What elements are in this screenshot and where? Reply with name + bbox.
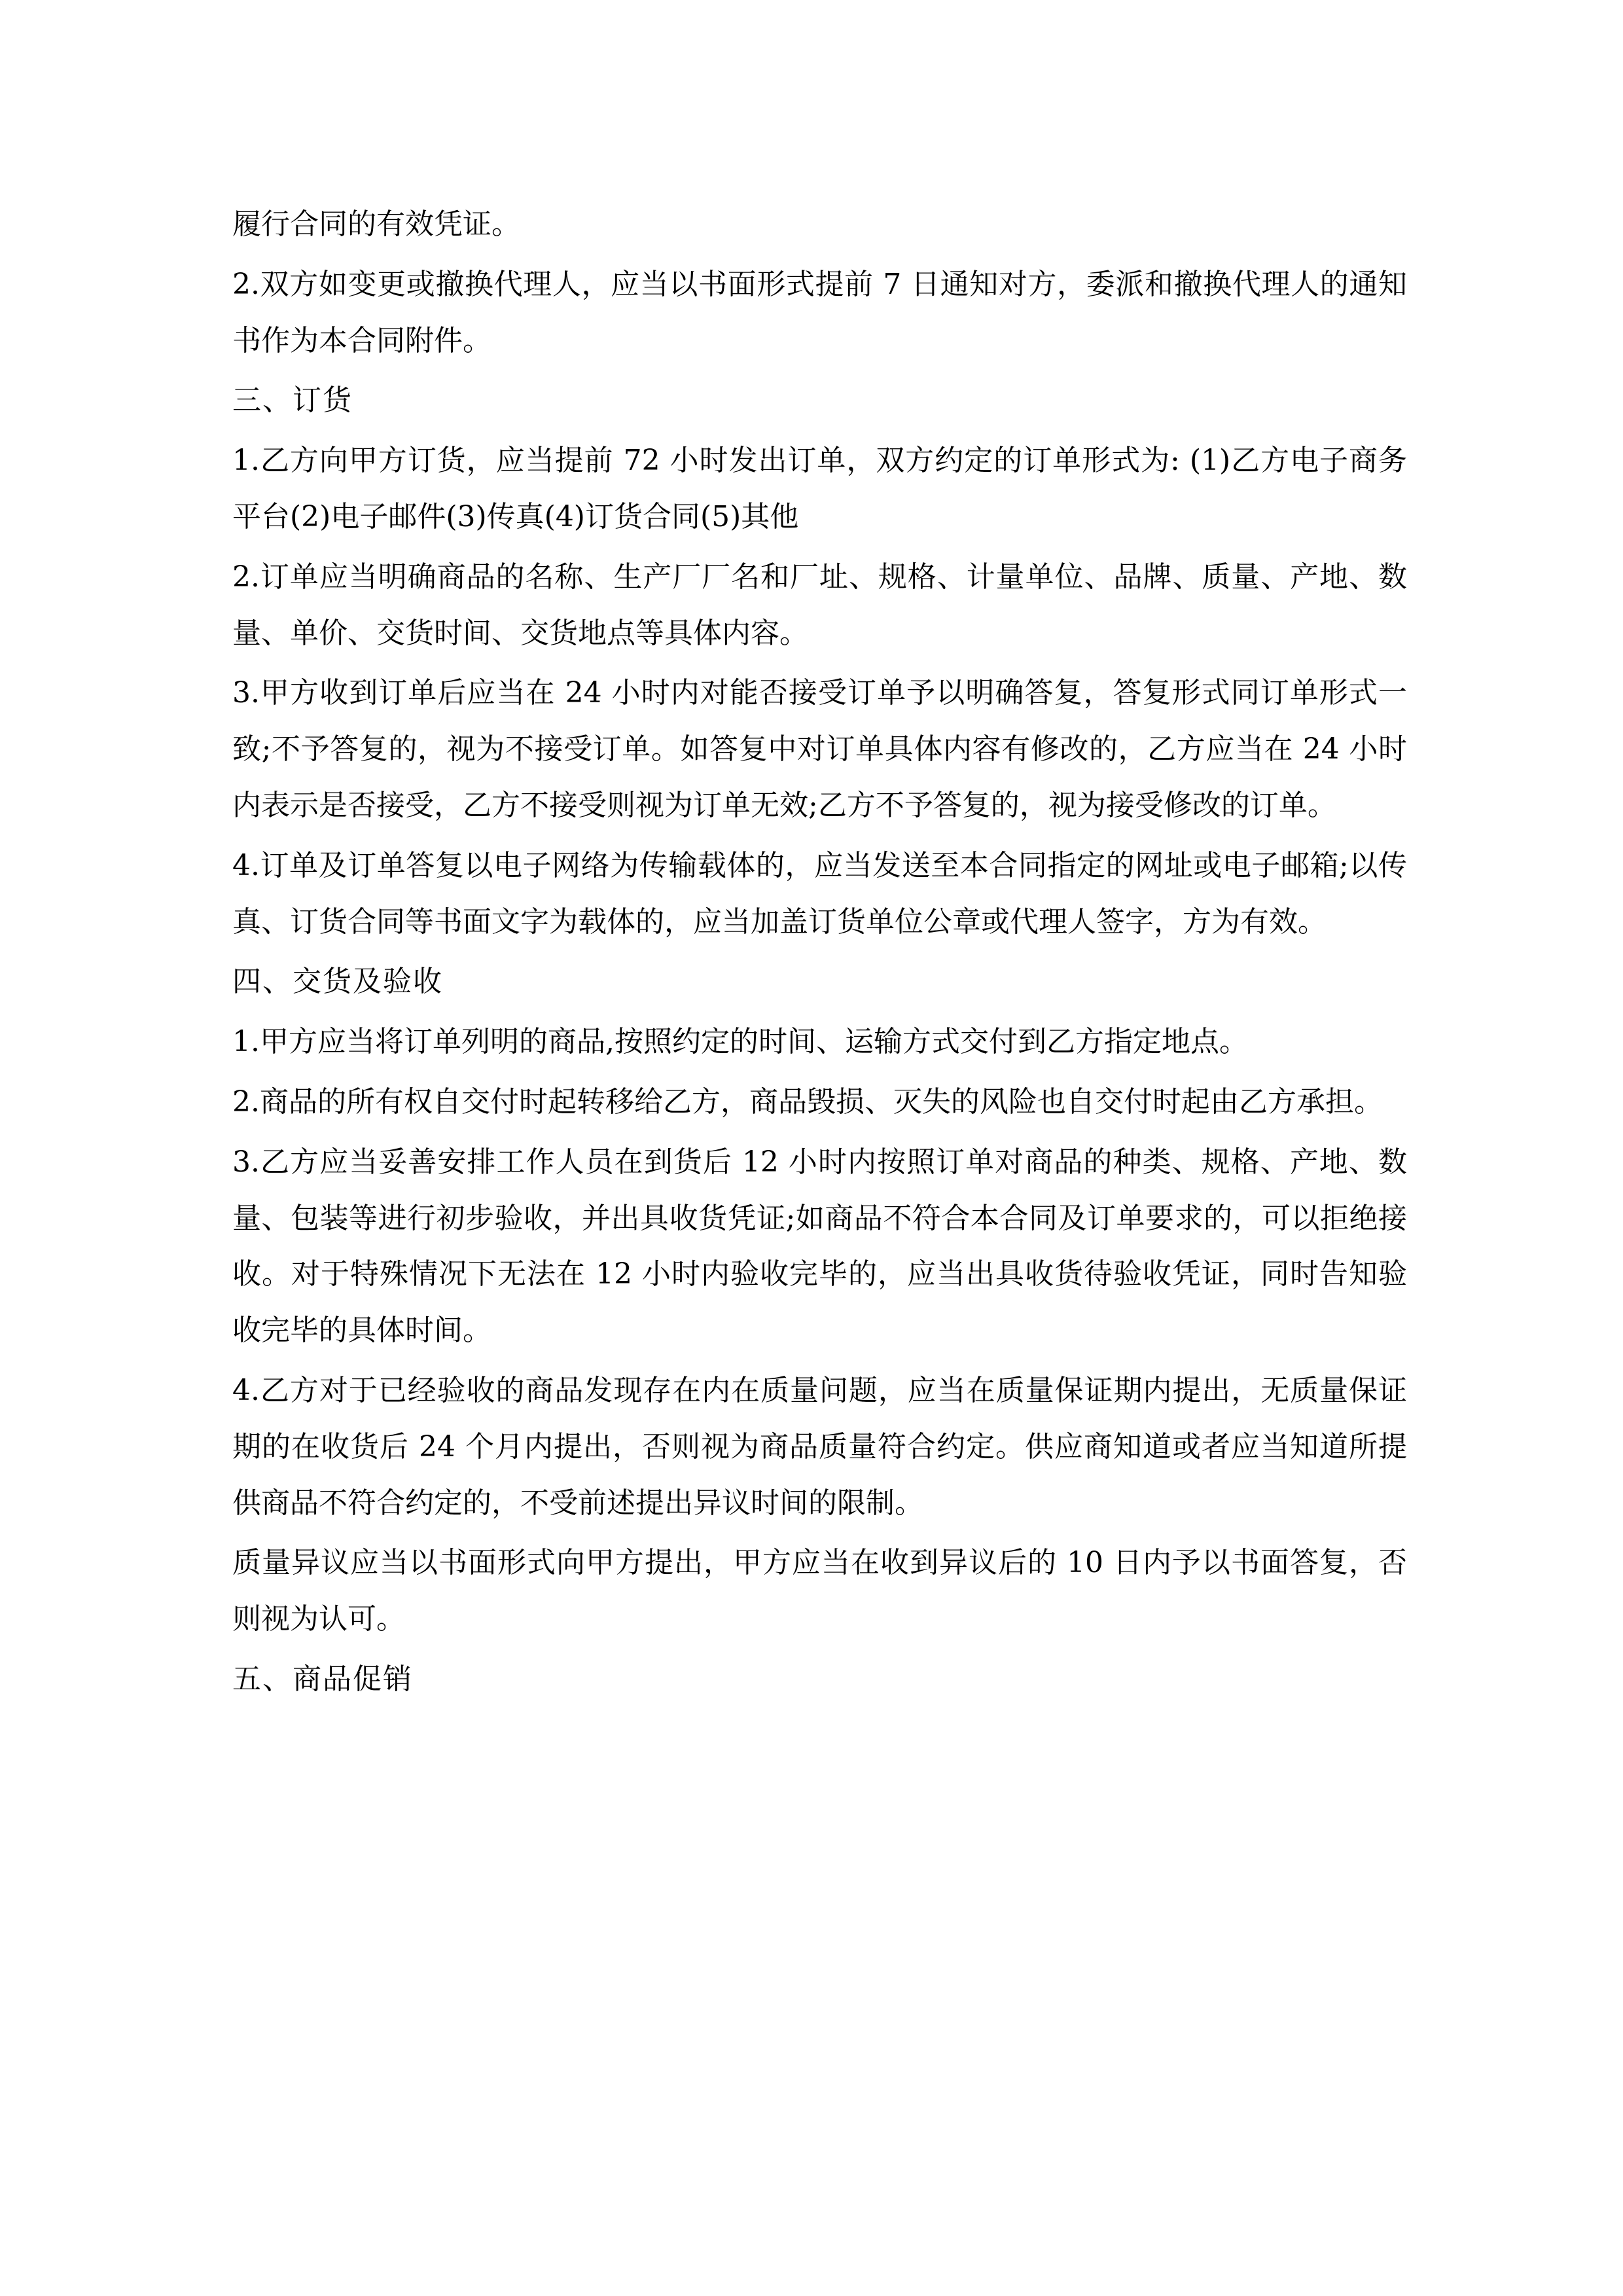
- section-heading-交货及验收: 四、交货及验收: [232, 965, 443, 999]
- paragraph-质量问题提出: 4.乙方对于已经验收的商品发现存在内在质量问题，应当在质量保证期内提出，无质量保证期的在收货后 24 个月内提出，否则视为商品质量符合约定。供应商知道或者应当知道所提供商品不符合约定的，不受前述提出异议时间的限制。: [232, 1373, 1407, 1520]
- paragraph-代理人变更通知: 2.双方如变更或撤换代理人，应当以书面形式提前 7 日通知对方，委派和撤换代理人的通知书作为本合同附件。: [232, 267, 1407, 357]
- paragraph-履行合同的有效凭证: 履行合同的有效凭证。: [232, 207, 520, 241]
- paragraph-质量异议书面形式: 质量异议应当以书面形式向甲方提出，甲方应当在收到异议后的 10 日内予以书面答复，否则视为认可。: [232, 1546, 1407, 1636]
- paragraph-所有权转移: 2.商品的所有权自交付时起转移给乙方，商品毁损、灭失的风险也自交付时起由乙方承担。: [232, 1085, 1383, 1119]
- document-body: [232, 196, 1407, 1708]
- section-heading-商品促销: 五、商品促销: [232, 1662, 413, 1696]
- paragraph-订单传输载体: 4.订单及订单答复以电子网络为传输载体的，应当发送至本合同指定的网址或电子邮箱;以传真、订货合同等书面文字为载体的，应当加盖订货单位公章或代理人签字，方为有效。: [232, 848, 1407, 939]
- paragraph-订单形式: 1.乙方向甲方订货，应当提前 72 小时发出订单，双方约定的订单形式为: (1)乙方电子商务平台(2)电子邮件(3)传真(4)订货合同(5)其他: [232, 444, 1407, 533]
- paragraph-订单答复: 3.甲方收到订单后应当在 24 小时内对能否接受订单予以明确答复，答复形式同订单形式一致;不予答复的，视为不接受订单。如答复中对订单具体内容有修改的，乙方应当在 24 小时内表示是否接受，乙方不接受则视为订单无效;乙方不予答复的，视为接受修改的订单。: [232, 676, 1407, 822]
- section-heading-订货: 三、订货: [232, 384, 353, 418]
- paragraph-初步验收: 3.乙方应当妥善安排工作人员在到货后 12 小时内按照订单对商品的种类、规格、产地、数量、包装等进行初步验收，并出具收货凭证;如商品不符合本合同及订单要求的，可以拒绝接收。对于特殊情况下无法在 12 小时内验收完毕的，应当出具收货待验收凭证，同时告知验收完毕的具体时间。: [232, 1145, 1407, 1348]
- paragraph-订单内容: 2.订单应当明确商品的名称、生产厂厂名和厂址、规格、计量单位、品牌、质量、产地、数量、单价、交货时间、交货地点等具体内容。: [232, 560, 1407, 650]
- paragraph-交付地点: 1.甲方应当将订单列明的商品,按照约定的时间、运输方式交付到乙方指定地点。: [232, 1025, 1248, 1059]
